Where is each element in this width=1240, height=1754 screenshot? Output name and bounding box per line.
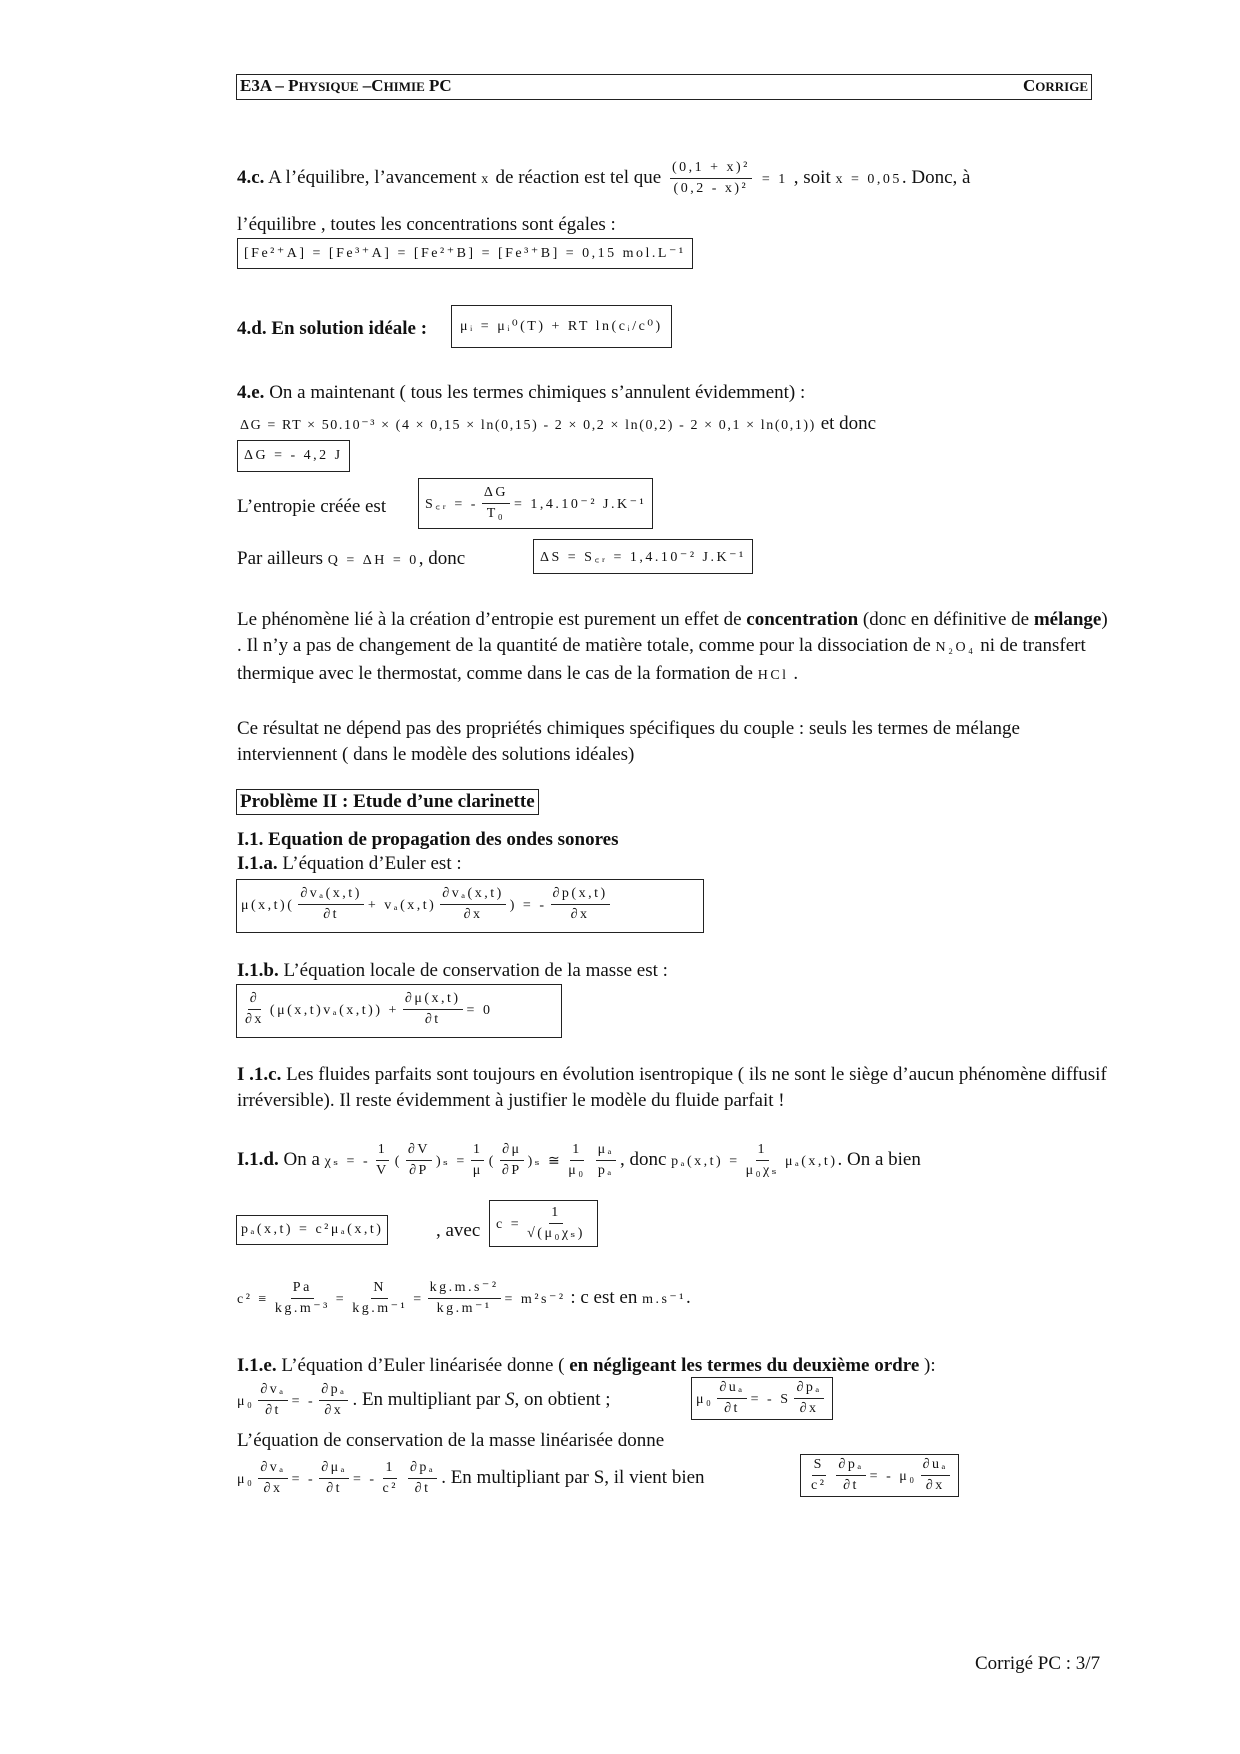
s11e-box1 xyxy=(691,1377,833,1420)
s11e-e1d: ∂t xyxy=(265,1403,281,1418)
s11d-f2n: 1 xyxy=(471,1140,485,1161)
s11d-celerity-box xyxy=(489,1200,598,1247)
s4e-sc-rhs: = 1,4.10⁻² J.K⁻¹ xyxy=(514,496,647,512)
s11b-f2n: ∂μ(x,t) xyxy=(403,989,463,1010)
s11d-d3d: kg.m⁻¹ xyxy=(436,1301,492,1316)
s11d-mu: μₐ(x,t) xyxy=(784,1153,838,1169)
s11a-f3n: ∂p(x,t) xyxy=(551,884,610,905)
s11e-b5n: ∂uₐ xyxy=(921,1455,950,1476)
s11e-b3 xyxy=(809,1455,828,1496)
s11d-dimension-line: c² ≡ $\frac{Pa}{\text{kg.m⁻³}}$ = $\frac{N}{\text{kg.m⁻¹}}$ = $\frac{\text{kg.m.s⁻²}}{\text{kg.m⁻¹}}$ = m²s⁻² : c est en m.s⁻¹. xyxy=(237,1278,691,1319)
s11c-label: I .1.c. xyxy=(237,1064,282,1085)
s11e-b1 xyxy=(717,1378,746,1419)
s11e-c1n: ∂vₐ xyxy=(258,1458,287,1479)
header-left-b: HYSIQUE xyxy=(298,79,359,94)
section-4e-line xyxy=(237,382,805,404)
s11d-box2-den: √(μ₀χₛ) xyxy=(527,1226,585,1241)
s11d-f1n: 1 xyxy=(376,1140,390,1161)
s4e-sc-num: ΔG xyxy=(482,483,510,504)
s11e-eq2-mu: μ₀ xyxy=(237,1471,255,1487)
s11d-f4d: pₐ xyxy=(597,1163,614,1178)
s4e-delta-s-box: ΔS = S꜀ᵣ = 1,4.10⁻² J.K⁻¹ xyxy=(533,539,753,574)
s11d-f3d: μ₀ xyxy=(568,1163,586,1178)
s11d-f5d: μ₀χₛ xyxy=(745,1163,779,1178)
s11d-dim-end: . xyxy=(686,1286,691,1308)
s11d-eq2: )ₛ ≅ xyxy=(527,1153,563,1169)
s11e-b1d: ∂t xyxy=(724,1401,740,1416)
s11e-e2d: ∂x xyxy=(324,1403,344,1418)
s11b-mid: (μ(x,t)vₐ(x,t)) + xyxy=(269,1002,399,1018)
s11d-frac2 xyxy=(471,1140,485,1181)
s11d-dim-frac2 xyxy=(350,1278,409,1319)
s11e-b1n: ∂uₐ xyxy=(717,1378,746,1399)
s11d-f2d: μ xyxy=(472,1163,483,1178)
s4e-par-ailleurs-line xyxy=(237,548,465,570)
paragraph-entropy-explanation xyxy=(237,607,1117,689)
para1-b2: mélange xyxy=(1033,609,1102,630)
s11a-lhs: μ(x,t)( xyxy=(241,897,295,913)
s11e-text5: . En multipliant par S, il vient bien xyxy=(441,1466,705,1488)
s11d-d1d: kg.m⁻³ xyxy=(274,1301,330,1316)
s11d-text2: , donc xyxy=(619,1148,672,1170)
s11c-paragraph xyxy=(237,1062,1117,1114)
s11e-b5 xyxy=(921,1455,950,1496)
s11e-bold: en négligeant les termes du deuxième ordre xyxy=(569,1355,920,1376)
s11b-mass-formula xyxy=(239,989,492,1030)
paragraph-ideal-solutions: Ce résultat ne dépend pas des propriétés chimiques spécifiques du couple : seuls les termes de mélange interviennent ( dans le modèle des solutions idéales) xyxy=(237,718,1020,765)
s11b-text: L’équation locale de conservation de la masse est : xyxy=(278,960,668,981)
s11e-b3d: c² xyxy=(811,1478,827,1493)
s11e-c4 xyxy=(408,1458,437,1499)
s11e-label: I.1.e. xyxy=(237,1355,277,1376)
s4e-pa-eq: Q = ΔH = 0 xyxy=(327,553,419,568)
s11e-b3n: S xyxy=(812,1455,826,1476)
header-left-d: HIMIE xyxy=(383,79,425,94)
s11e-b2n: ∂pₐ xyxy=(794,1378,823,1399)
s4c-den: (0,2 - x)² xyxy=(673,181,749,196)
s11e-euler-linear xyxy=(237,1380,611,1421)
s11d-d2d: kg.m⁻¹ xyxy=(352,1301,408,1316)
s11b-mass-box xyxy=(236,984,562,1038)
s11d-text1: On a xyxy=(278,1148,325,1170)
s11d-f3n: 1 xyxy=(570,1140,584,1161)
s11d-d3n: kg.m.s⁻² xyxy=(428,1278,501,1299)
s11e-b4n: ∂pₐ xyxy=(836,1455,865,1476)
s11e-b4 xyxy=(836,1455,865,1496)
s11a-label: I.1.a. xyxy=(237,853,278,874)
s11d-p2d: ∂P xyxy=(501,1163,522,1178)
s11d-dim-frac1 xyxy=(273,1278,332,1319)
problem-title: Problème II : Etude d’une clarinette xyxy=(236,789,539,815)
s11d-p1n: ∂V xyxy=(406,1140,432,1161)
s11d-label: I.1.d. xyxy=(237,1148,279,1170)
para1-t1: Le phénomène lié à la création d’entropie est purement un effet de xyxy=(237,609,747,630)
s4d-chemical-potential-box: μᵢ = μᵢ⁰(T) + RT ln(cᵢ/c⁰) xyxy=(451,305,672,348)
s11e-c3n: 1 xyxy=(383,1458,397,1479)
s11d-frac1 xyxy=(374,1140,391,1181)
s11a-euler-formula xyxy=(241,884,614,925)
s4c-text2: de réaction est tel que xyxy=(490,166,666,188)
s11e-b2d: ∂x xyxy=(799,1401,819,1416)
s11e-c4d: ∂t xyxy=(414,1481,431,1496)
s4e-eq-tail: et donc xyxy=(820,413,877,434)
s11d-dim-text: : c est en xyxy=(565,1286,643,1308)
s11b-line xyxy=(237,960,668,982)
s11e-c3 xyxy=(381,1458,400,1499)
s11e-eq2-m1: = - xyxy=(291,1471,316,1487)
section-4c-line1 xyxy=(237,158,970,199)
s11b-rhs: = 0 xyxy=(466,1002,493,1018)
s11e-e1 xyxy=(258,1380,287,1421)
s4c-text1: A l’équilibre, l’avancement xyxy=(264,166,482,188)
s11e-c2d: ∂t xyxy=(326,1481,342,1496)
s4c-eq: = 1 xyxy=(755,171,794,187)
s11d-box2-frac xyxy=(525,1203,587,1244)
s11e-b4d: ∂t xyxy=(843,1478,859,1493)
s4c-line2: l’équilibre , toutes les concentrations sont égales : xyxy=(237,214,616,235)
s11d-f4n: μₐ xyxy=(596,1140,616,1161)
s11e-e2 xyxy=(319,1380,348,1421)
s11e-box2 xyxy=(800,1454,959,1497)
header-right-b: ORRIGE xyxy=(1035,79,1088,94)
s11a-text: L’équation d’Euler est : xyxy=(277,853,462,874)
s11d-frac5 xyxy=(744,1140,781,1181)
s11c-text: Les fluides parfaits sont toujours en évolution isentropique ( ils ne sont le siège d’aucun phénomène diffusif irréversible). Il reste évidemment à justifier le modèle du fluide parfait ! xyxy=(237,1064,1107,1111)
para1-n2o4: N₂O₄ xyxy=(935,640,976,655)
s4e-entropy-line xyxy=(237,496,386,518)
s4e-sc-lhs: S꜀ᵣ = - xyxy=(425,496,478,512)
header-left xyxy=(240,76,452,96)
s4e-delta-g-equation: ΔG = RT × 50.10⁻³ × (4 × 0,15 × ln(0,15) - 2 × 0,2 × ln(0,2) - 2 × 0,1 × ln(0,1)) xyxy=(240,418,816,433)
s11d-frac4 xyxy=(596,1140,616,1181)
s11a-line xyxy=(237,853,462,875)
s4e-entropy-box xyxy=(418,478,653,529)
s11a-mid: + vₐ(x,t) xyxy=(367,897,437,913)
header-right-a: C xyxy=(1022,76,1036,95)
s11e-eq1-mid: = - xyxy=(291,1393,316,1409)
s11d-box2-num: 1 xyxy=(549,1203,563,1224)
s4e-text: On a maintenant ( tous les termes chimiques s’annulent évidemment) : xyxy=(264,382,806,403)
s11d-p1d: ∂P xyxy=(409,1163,429,1178)
s11a-eq: ) = - xyxy=(509,897,547,913)
s11d-chi: χₛ = - xyxy=(324,1153,371,1169)
s11e-text3: . En multipliant par xyxy=(352,1388,505,1410)
s11a-frac3 xyxy=(551,884,610,925)
s11d-text3: . On a bien xyxy=(837,1148,921,1170)
para1-t2: (donc en définitive de xyxy=(858,609,1034,630)
s11d-d2n: N xyxy=(371,1278,388,1299)
s11a-f2d: ∂x xyxy=(463,907,483,922)
s11d-dim-rhs: = m²s⁻² xyxy=(504,1291,566,1307)
s11d-box2-lhs: c = xyxy=(496,1216,522,1232)
s11b-f1d: ∂x xyxy=(245,1012,264,1027)
s11a-frac1 xyxy=(298,884,363,925)
s4e-equation-line xyxy=(240,413,876,435)
s4c-fraction xyxy=(670,158,752,199)
s11b-f2d: ∂t xyxy=(424,1012,441,1027)
s11a-frac2 xyxy=(440,884,505,925)
s11e-c3d: c² xyxy=(382,1481,398,1496)
page-footer: Corrigé PC : 3/7 xyxy=(975,1653,1101,1674)
para1-b1: concentration xyxy=(746,609,859,630)
s11e-c4n: ∂pₐ xyxy=(408,1458,437,1479)
s11a-f3d: ∂x xyxy=(570,907,590,922)
s11d-f1d: V xyxy=(376,1163,389,1178)
s11d-partial2 xyxy=(500,1140,524,1181)
s4c-var-x: x xyxy=(481,171,491,187)
s4e-pa-text2: , donc xyxy=(418,548,466,569)
s11b-label: I.1.b. xyxy=(237,960,279,981)
s4c-concentration-box: [Fe²⁺A] = [Fe³⁺A] = [Fe²⁺B] = [Fe³⁺B] = 0,15 mol.L⁻¹ xyxy=(237,238,693,269)
s11d-d1n: Pa xyxy=(291,1278,314,1299)
s4e-delta-g-box: ΔG = - 4,2 J xyxy=(237,440,350,472)
s11d-line1: I.1.d. On a χₛ = - $\frac{1}{V}$ ( $\frac{\partial V}{\partial P}$ )ₛ = $\frac{1}{\mu}$ ( $\frac{\partial\mu}{\partial P}$ )ₛ ≅ $\frac{1}{\text{μ₀}}$ $\frac{\text{μₐ}}{\text{pₐ}}$ , donc pₐ(x,t) = $\frac{1}{\text{μ₀χₛ}}$ μₐ(x,t). On a bien xyxy=(237,1140,921,1181)
section-4d-line xyxy=(237,318,427,340)
s11e-box1-mid: = - S xyxy=(750,1391,791,1407)
s11e-text4: , on obtient ; xyxy=(514,1388,611,1410)
s11e-conservation-linear xyxy=(237,1458,705,1499)
section-4d-label: 4.d. xyxy=(237,318,267,339)
s11e-conservation-line: L’équation de conservation de la masse linéarisée donne xyxy=(237,1430,665,1451)
s11d-partial1 xyxy=(406,1140,432,1181)
s11a-euler-box xyxy=(236,879,704,933)
s11e-eq1-mu: μ₀ xyxy=(237,1393,255,1409)
s11e-box2-mid: = - μ₀ xyxy=(869,1468,917,1484)
s11d-pressure-box: pₐ(x,t) = c²μₐ(x,t) xyxy=(236,1215,388,1245)
s11e-e1n: ∂vₐ xyxy=(258,1380,287,1401)
s11e-text2: ): xyxy=(919,1355,936,1376)
s11e-s-italic: S xyxy=(504,1388,515,1410)
para1-t3: ) . Il n’y a pas de changement de la quantité de matière totale, comme pour la dissociation de xyxy=(237,609,1108,656)
para1-t4: ni de transfert thermique avec le thermostat, comme dans le cas de la formation de xyxy=(237,635,1086,684)
header-left-c: –C xyxy=(358,76,384,95)
s11d-dim-frac3 xyxy=(428,1278,501,1319)
s11d-p2n: ∂μ xyxy=(500,1140,523,1161)
s4e-sc-fraction xyxy=(482,483,510,524)
para1-hcl: HCl xyxy=(757,668,789,683)
header-left-e: PC xyxy=(424,76,452,95)
section-4e-label: 4.e. xyxy=(237,382,265,403)
s11-title: I.1. Equation de propagation des ondes sonores xyxy=(237,829,619,850)
s11d-unit: m.s⁻¹ xyxy=(642,1291,687,1307)
s11e-c1d: ∂x xyxy=(263,1481,283,1496)
s11b-frac2 xyxy=(403,989,463,1030)
section-4c-label: 4.c. xyxy=(237,166,265,188)
s11e-e2n: ∂pₐ xyxy=(319,1380,348,1401)
s4e-sc-den: T₀ xyxy=(486,506,506,521)
s11b-frac1 xyxy=(243,989,266,1030)
s4c-solution: x = 0,05 xyxy=(835,171,902,187)
para1-t5: . xyxy=(788,663,799,684)
s11a-f1d: ∂t xyxy=(323,907,340,922)
s11e-eq2-m2: = - xyxy=(352,1471,377,1487)
s11d-pa: pₐ(x,t) = xyxy=(671,1153,740,1169)
s4c-num: (0,1 + x)² xyxy=(670,158,752,179)
s11d-f5n: 1 xyxy=(756,1140,770,1161)
s11e-c2n: ∂μₐ xyxy=(319,1458,349,1479)
s11d-eq1: )ₛ = xyxy=(435,1153,467,1169)
header-left-a: E3A – P xyxy=(240,76,299,95)
s4e-pa-text1: Par ailleurs xyxy=(237,548,328,569)
s11d-frac3 xyxy=(566,1140,587,1181)
s11d-avec: , avec xyxy=(436,1220,481,1241)
s11e-c1 xyxy=(258,1458,287,1499)
s11e-box1-mu: μ₀ xyxy=(696,1391,714,1407)
s11e-text1: L’équation d’Euler linéarisée donne ( xyxy=(276,1355,570,1376)
s4c-text3: , soit xyxy=(793,166,836,188)
s11a-f1n: ∂vₐ(x,t) xyxy=(298,884,363,905)
s4c-text4: . Donc, à xyxy=(901,166,971,188)
s11e-c2 xyxy=(319,1458,349,1499)
s11e-b2 xyxy=(794,1378,823,1419)
header-right xyxy=(1023,76,1088,96)
page-header xyxy=(236,74,1092,100)
s11e-line1 xyxy=(237,1355,936,1377)
s11b-f1n: ∂ xyxy=(248,989,261,1010)
s11a-f2n: ∂vₐ(x,t) xyxy=(440,884,505,905)
s11d-dim-lhs: c² ≡ xyxy=(237,1291,269,1307)
s4e-sc-text: L’entropie créée est xyxy=(237,496,387,517)
s11e-b5d: ∂x xyxy=(925,1478,945,1493)
s4d-text: En solution idéale : xyxy=(266,318,428,339)
